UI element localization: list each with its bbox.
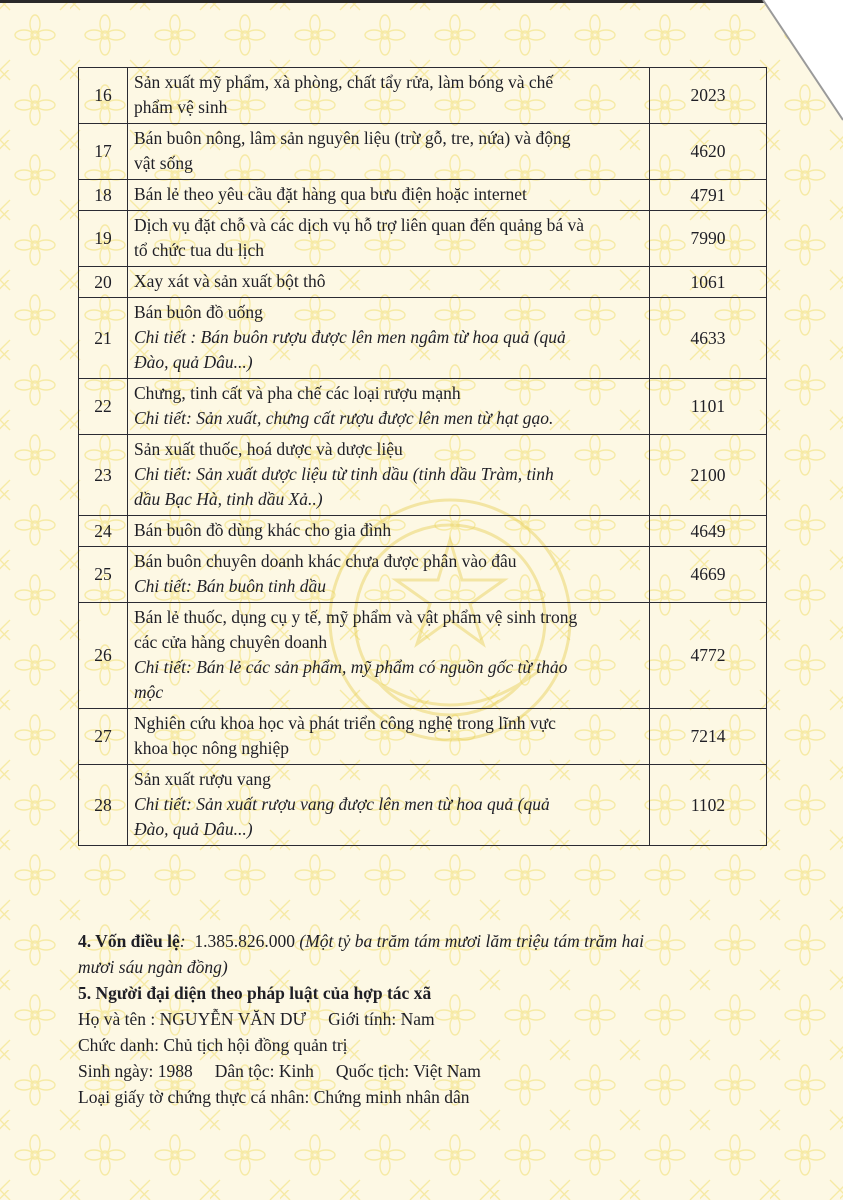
legal-representative-heading: 5. Người đại diện theo pháp luật của hợp tác xã xyxy=(78,983,432,1003)
nationality-value: Việt Nam xyxy=(413,1061,481,1081)
industry-code: 7214 xyxy=(650,709,767,765)
business-line-description xyxy=(128,379,650,435)
gender-label: Giới tính: xyxy=(328,1009,401,1029)
business-line-description xyxy=(128,603,650,709)
table-row xyxy=(79,709,767,765)
row-number: 25 xyxy=(79,547,128,603)
table-row xyxy=(79,267,767,298)
description-line: Nghiên cứu khoa học và phát triển công nghệ trong lĩnh vực xyxy=(134,713,556,733)
description-line: tổ chức tua du lịch xyxy=(134,240,265,260)
detail-line: Chi tiết: Bán lẻ các sản phẩm, mỹ phẩm có nguồn gốc từ thảo xyxy=(134,657,568,677)
description-line: Xay xát và sản xuất bột thô xyxy=(134,271,326,291)
industry-code: 4633 xyxy=(650,298,767,379)
row-number: 20 xyxy=(79,267,128,298)
table-row xyxy=(79,298,767,379)
business-line-description xyxy=(128,765,650,846)
business-line-description xyxy=(128,68,650,124)
description-line: khoa học nông nghiệp xyxy=(134,738,290,758)
industry-code: 1061 xyxy=(650,267,767,298)
id-type-label: Loại giấy tờ chứng thực cá nhân: xyxy=(78,1087,314,1107)
business-line-description xyxy=(128,435,650,516)
charter-capital-section xyxy=(78,928,644,980)
description-line: Bán buôn nông, lâm sản nguyên liệu (trừ gỗ, tre, nứa) và động xyxy=(134,128,571,148)
business-line-description xyxy=(128,267,650,298)
description-line: các cửa hàng chuyên doanh xyxy=(134,632,328,652)
table-row xyxy=(79,547,767,603)
scan-top-edge xyxy=(0,0,843,3)
industry-code: 4649 xyxy=(650,516,767,547)
business-line-description xyxy=(128,709,650,765)
dob-value: 1988 xyxy=(157,1061,193,1081)
business-lines-table xyxy=(78,67,767,846)
row-number: 22 xyxy=(79,379,128,435)
detail-line: mộc xyxy=(134,682,164,702)
name-value: NGUYỄN VĂN DƯ xyxy=(159,1009,307,1029)
description-line: Dịch vụ đặt chỗ và các dịch vụ hỗ trợ liên quan đến quảng bá và xyxy=(134,215,585,235)
name-gender-line xyxy=(78,1006,481,1032)
description-line: Bán lẻ thuốc, dụng cụ y tế, mỹ phẩm và vật phẩm vệ sinh trong xyxy=(134,607,578,627)
description-line: Bán buôn đồ uống xyxy=(134,302,263,322)
description-line: Bán buôn đồ dùng khác cho gia đình xyxy=(134,520,392,540)
row-number: 16 xyxy=(79,68,128,124)
detail-line: Đào, quả Dâu...) xyxy=(134,819,253,839)
dob-label: Sinh ngày: xyxy=(78,1061,158,1081)
industry-code: 2023 xyxy=(650,68,767,124)
detail-line: Chi tiết: Bán buôn tinh dầu xyxy=(134,576,327,596)
birth-ethnic-nationality-line xyxy=(78,1058,481,1084)
title-label: Chức danh: xyxy=(78,1035,164,1055)
charter-capital-heading: 4. Vốn điều lệ xyxy=(78,931,180,951)
scan-folded-corner xyxy=(723,0,843,130)
title-value: Chủ tịch hội đồng quản trị xyxy=(163,1035,348,1055)
name-label: Họ và tên : xyxy=(78,1009,160,1029)
business-line-description xyxy=(128,211,650,267)
table-row xyxy=(79,211,767,267)
charter-capital-line-1 xyxy=(78,928,644,954)
industry-code: 7990 xyxy=(650,211,767,267)
row-number: 19 xyxy=(79,211,128,267)
gender-value: Nam xyxy=(400,1009,435,1029)
business-line-description xyxy=(128,547,650,603)
charter-capital-words-2: mươi sáu ngàn đồng) xyxy=(78,957,228,977)
table-row xyxy=(79,180,767,211)
row-number: 27 xyxy=(79,709,128,765)
row-number: 17 xyxy=(79,124,128,180)
business-line-description xyxy=(128,516,650,547)
charter-capital-amount: 1.385.826.000 xyxy=(194,931,295,951)
nationality-label: Quốc tịch: xyxy=(335,1061,414,1081)
description-line: Sản xuất thuốc, hoá dược và dược liệu xyxy=(134,439,403,459)
industry-code: 4791 xyxy=(650,180,767,211)
row-number: 23 xyxy=(79,435,128,516)
charter-capital-words-1: (Một tỷ ba trăm tám mươi lăm triệu tám trăm hai xyxy=(299,931,644,951)
description-line: Bán lẻ theo yêu cầu đặt hàng qua bưu điện hoặc internet xyxy=(134,184,527,204)
industry-code: 4772 xyxy=(650,603,767,709)
detail-line: Chi tiết : Bán buôn rượu được lên men ngâm từ hoa quả (quả xyxy=(134,327,566,347)
industry-code: 1102 xyxy=(650,765,767,846)
description-line: Sản xuất mỹ phẩm, xà phòng, chất tẩy rửa, làm bóng và chế xyxy=(134,72,554,92)
detail-line: Chi tiết: Sản xuất rượu vang được lên men từ hoa quả (quả xyxy=(134,794,550,814)
title-line xyxy=(78,1032,481,1058)
table-row xyxy=(79,124,767,180)
table-row xyxy=(79,68,767,124)
row-number: 28 xyxy=(79,765,128,846)
description-line: Bán buôn chuyên doanh khác chưa được phân vào đâu xyxy=(134,551,517,571)
table-row xyxy=(79,516,767,547)
detail-line: dầu Bạc Hà, tinh dầu Xả..) xyxy=(134,489,323,509)
description-line: phẩm vệ sinh xyxy=(134,97,228,117)
id-type-line xyxy=(78,1084,481,1110)
business-lines-table-body xyxy=(79,68,767,846)
detail-line: Đào, quả Dâu...) xyxy=(134,352,253,372)
description-line: Chưng, tinh cất và pha chế các loại rượu mạnh xyxy=(134,383,461,403)
detail-line: Chi tiết: Sản xuất, chưng cất rượu được lên men từ hạt gạo. xyxy=(134,408,554,428)
industry-code: 2100 xyxy=(650,435,767,516)
charter-capital-colon: : xyxy=(179,931,186,951)
table-row xyxy=(79,379,767,435)
row-number: 24 xyxy=(79,516,128,547)
industry-code: 4620 xyxy=(650,124,767,180)
row-number: 26 xyxy=(79,603,128,709)
table-row xyxy=(79,603,767,709)
table-row xyxy=(79,435,767,516)
description-line: vật sống xyxy=(134,153,193,173)
industry-code: 1101 xyxy=(650,379,767,435)
detail-line: Chi tiết: Sản xuất dược liệu từ tinh dầu (tinh dầu Tràm, tinh xyxy=(134,464,554,484)
business-line-description xyxy=(128,180,650,211)
legal-representative-section xyxy=(78,980,481,1110)
row-number: 18 xyxy=(79,180,128,211)
description-line: Sản xuất rượu vang xyxy=(134,769,271,789)
business-line-description xyxy=(128,124,650,180)
table-row xyxy=(79,765,767,846)
industry-code: 4669 xyxy=(650,547,767,603)
ethnic-label: Dân tộc: xyxy=(214,1061,279,1081)
ethnic-value: Kinh xyxy=(278,1061,314,1081)
id-type-value: Chứng minh nhân dân xyxy=(313,1087,470,1107)
row-number: 21 xyxy=(79,298,128,379)
business-line-description xyxy=(128,298,650,379)
